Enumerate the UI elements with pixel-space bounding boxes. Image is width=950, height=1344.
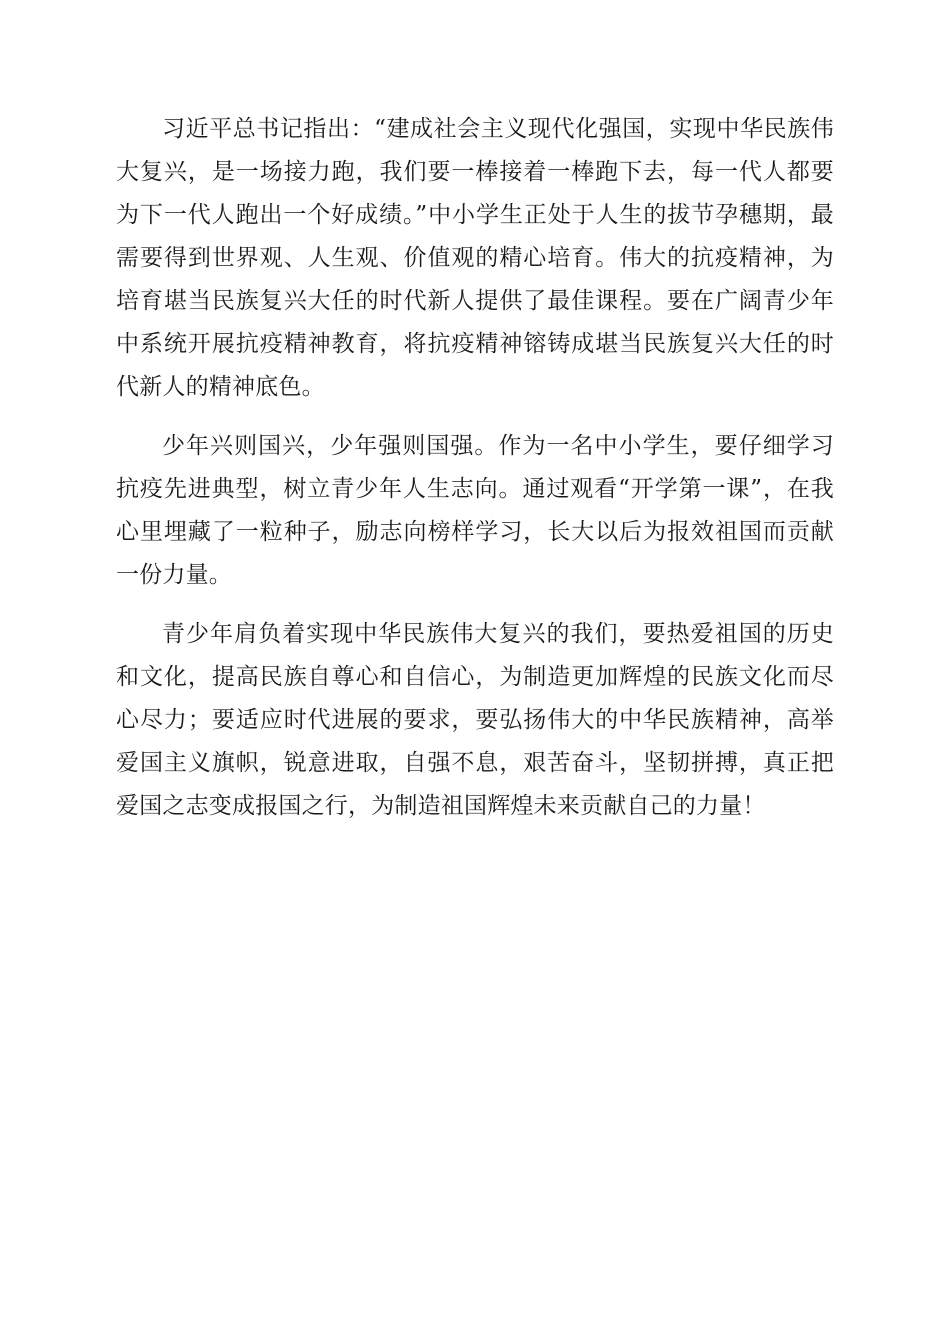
paragraph-3: 青少年肩负着实现中华民族伟大复兴的我们，要热爱祖国的历史和文化，提高民族自尊心和自信心，为制造更加辉煌的民族文化而尽心尽力；要适应时代进展的要求，要弘扬伟大的中华民族精神，高举爱国主义旗帜，锐意进取，自强不息，艰苦奋斗，坚韧拼搏，真正把爱国之志变成报国之行，为制造祖国辉煌未来贡献自己的力量！ bbox=[116, 621, 834, 819]
document-body bbox=[116, 108, 834, 844]
paragraph-1: 习近平总书记指出：“建成社会主义现代化强国，实现中华民族伟大复兴，是一场接力跑，我们要一棒接着一棒跑下去，每一代人都要为下一代人跑出一个好成绩。”中小学生正处于人生的拔节孕穗期，最需要得到世界观、人生观、价值观的精心培育。伟大的抗疫精神，为培育堪当民族复兴大任的时代新人提供了最佳课程。要在广阔青少年中系统开展抗疫精神教育，将抗疫精神镕铸成堪当民族复兴大任的时代新人的精神底色。 bbox=[116, 116, 834, 400]
paragraph-2: 少年兴则国兴，少年强则国强。作为一名中小学生，要仔细学习抗疫先进典型，树立青少年人生志向。通过观看“开学第一课”，在我心里埋藏了一粒种子，励志向榜样学习，长大以后为报效祖国而贡献一份力量。 bbox=[116, 433, 834, 588]
